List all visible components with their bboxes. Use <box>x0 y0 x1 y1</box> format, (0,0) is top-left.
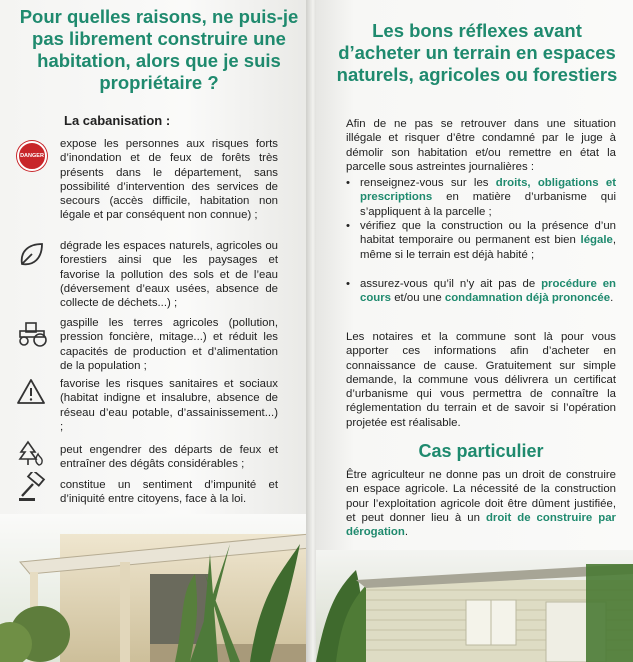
cabanisation-item-5: peut engendrer des départs de feux et entraîner des dégâts considérables ; <box>60 444 278 471</box>
gavel-icon <box>16 472 50 502</box>
paragraph-text: . <box>404 526 409 539</box>
bullet-dot: • <box>346 278 350 290</box>
bullet-text: et/ou une <box>391 292 445 305</box>
highlight-derogation: droit de construire par dérogation <box>346 511 616 539</box>
bullet-dot: • <box>346 177 350 189</box>
tractor-icon <box>16 318 50 348</box>
right-page <box>316 0 633 662</box>
bullet-text: en matière d’urbanisme qui s’appliquent à la parcelle ; <box>360 191 616 218</box>
bullet-text: renseignez-vous sur les <box>360 177 496 189</box>
bullet-text: vérifiez que la construction ou la présence d’un habitat temporaire ou permanent est bien <box>360 220 616 247</box>
leaf-icon <box>16 240 46 270</box>
agriculteur-paragraph <box>346 468 616 539</box>
cabanisation-item-4: favorise les risques sanitaires et sociaux (habitat indigne et insalubre, absence de réseau d’eau potable, d’assainissement...) ; <box>60 378 278 433</box>
danger-icon <box>17 141 47 171</box>
bullet-dot: • <box>346 220 350 232</box>
notaires-paragraph: Les notaires et la commune sont là pour vous apporter ces informations afin d’acheter en connaissance de cause. Gratuitement sur simple demande, la commune vous délivrera un certificat d’urbanisme qui vous permettra de connaître la réglementation du terrain et de savoir si l’opération projetée est réalisable. <box>346 331 616 429</box>
bullet-text: assurez-vous qu’il n’y ait pas de <box>360 278 542 290</box>
paragraph-text: Être agriculteur ne donne pas un droit de construire en espace agricole. La nécessité de la construction pour l’exploitation agricole doit être dûment justifiée, et peut donner lieu à un <box>346 469 616 524</box>
house-photo-left <box>0 514 310 662</box>
cabanisation-subheading: La cabanisation : <box>64 113 171 128</box>
left-title: Pour quelles raisons, ne puis-je pas librement construire une habitation, alors que je suis propriétaire ? <box>19 6 299 93</box>
cabanisation-item-2: dégrade les espaces naturels, agricoles ou forestiers ainsi que les paysages et favorise la pollution des sols et de l’eau (déversement d’eaux usées, absence de collecte de déchets...) ; <box>60 240 278 310</box>
highlight-legale: légale <box>580 234 613 247</box>
highlight-condamnation: condamnation déjà prononcée <box>444 292 611 305</box>
warning-icon <box>16 377 46 407</box>
cabanisation-item-1: expose les personnes aux risques forts d’inondation et de feux de forêts très présents dans le département, sans possibilité d’intervention des services de secours (accès difficile, habitation non légale et par conséquent non connue) ; <box>60 138 278 222</box>
cabanisation-item-6: constitue un sentiment d’impunité et d’iniquité entre citoyens, face à la loi. <box>60 479 278 506</box>
danger-label: DANGER <box>20 153 44 159</box>
left-page <box>0 0 310 662</box>
fire-tree-icon <box>16 438 46 468</box>
bullet-text: , même si le terrain est déjà habité ; <box>360 234 616 261</box>
right-title: Les bons réflexes avant d’acheter un terrain en espaces naturels, agricoles ou forestiers <box>336 20 618 85</box>
mobile-home-photo-right <box>316 550 633 662</box>
intro-text: Afin de ne pas se retrouver dans une situation illégale et risquer d’être condamné par le juge à démolir son habitation et/ou remettre en état la parcelle sous astreintes journalières : <box>346 118 616 173</box>
highlight-procedure: procédure en cours <box>360 278 616 305</box>
bullet-text: . <box>610 292 614 305</box>
cas-particulier-heading: Cas particulier <box>418 441 544 461</box>
cabanisation-item-3: gaspille les terres agricoles (pollution, pression foncière, mitage...) et réduit les capacités de production et d’alimentation de la population ; <box>60 317 278 372</box>
highlight-rights: droits, obligations et prescriptions <box>360 177 616 204</box>
